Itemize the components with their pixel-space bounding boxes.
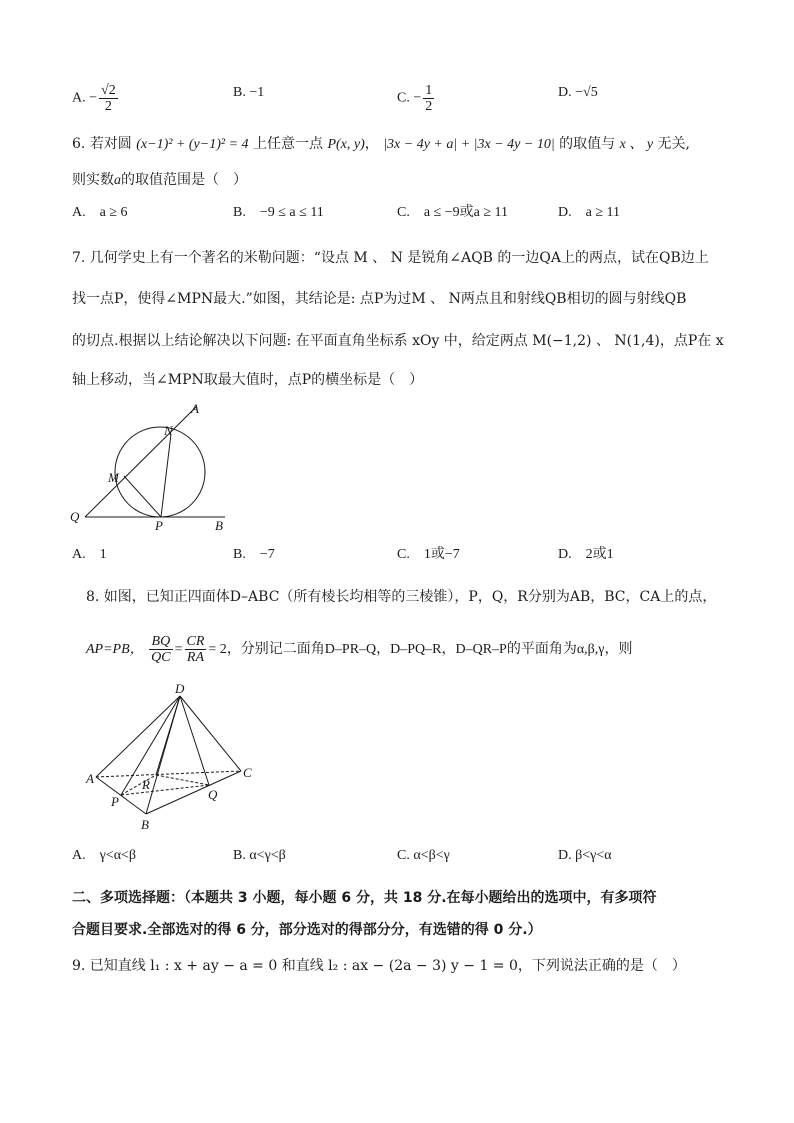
q5-option-a	[72, 83, 120, 114]
numerator: CR	[186, 634, 205, 650]
q8-option-b: B. α<γ<β	[233, 848, 286, 863]
point-expression: P(x, y)	[327, 137, 365, 152]
variable-a: a	[114, 173, 121, 188]
q8-option-d: D. β<γ<α	[558, 848, 612, 863]
label-a: A	[191, 401, 199, 416]
label-c: C	[243, 765, 252, 780]
label-p: P	[111, 794, 119, 809]
q6-option-c: C. a ≤ −9或a ≥ 11	[397, 205, 509, 220]
label-r: R	[142, 777, 150, 792]
equals-two: = 2	[208, 642, 227, 657]
q6-option-b: B. −9 ≤ a ≤ 11	[233, 205, 324, 220]
edge-bc	[146, 771, 241, 814]
q7-option-c: C. 1或−7	[397, 547, 460, 562]
denominator: 2	[104, 99, 112, 114]
denominator: QC	[151, 650, 171, 666]
option-letter: B.	[233, 85, 246, 100]
minus-sign: −	[413, 90, 422, 106]
q8-option-c: C. α<β<γ	[397, 848, 450, 863]
fraction	[423, 83, 434, 114]
fraction-cr-ra	[185, 634, 207, 665]
option-value: −1	[249, 85, 265, 100]
q8-line-1: 8. 如图，已知正四面体D–ABC（所有棱长均相等的三棱锥），P，Q，R分别为AB，BC，CA上的点，	[86, 589, 717, 605]
q7-option-d: D. 2或1	[558, 547, 614, 562]
equals-sign: =	[174, 642, 183, 657]
q6-option-d: D. a ≥ 11	[558, 205, 620, 220]
numerator: 1	[425, 83, 433, 98]
q6-text: 则实数	[72, 172, 114, 188]
segment-pq-hidden	[121, 785, 209, 795]
q6-line-1: 6. 若对圆 (x−1)² + (y−1)² = 4 上任意一点 P(x, y)， |3x − 4y + a| + |3x − 4y − 10| 的取值与 x 、 y 无关,	[72, 136, 690, 152]
numerator: √2	[101, 83, 116, 98]
q7-option-b: B. −7	[233, 547, 275, 562]
q6-text: 的取值与	[559, 136, 616, 152]
q6-option-a: A. a ≥ 6	[72, 205, 128, 220]
segment-rq-hidden	[156, 775, 209, 785]
segment-dp	[121, 696, 180, 795]
q6-line-2	[72, 170, 247, 191]
label-b: B	[141, 817, 149, 832]
q5-option-d	[558, 83, 598, 103]
q7-line-4: 轴上移动，当∠MPN取最大值时，点P的横坐标是（ ）	[72, 372, 424, 388]
minus-sign: −	[575, 85, 584, 100]
q8-figure	[80, 680, 270, 835]
ray-qa	[85, 406, 197, 517]
q8-option-a: A. γ<α<β	[72, 848, 137, 863]
q5-option-b	[233, 83, 264, 103]
q6-text: 若对圆	[89, 136, 132, 152]
q9-line-1: 9. 已知直线 l₁ : x + ay − a = 0 和直线 l₂ : ax − (2a − 3) y − 1 = 0，下列说法正确的是（ ）	[72, 958, 686, 974]
segment-np	[161, 434, 171, 517]
segment-pr-hidden	[121, 775, 156, 795]
q8-text: ，分别记二面角D–PR–Q，D–PQ–R，D–QR–P的平面角为α,β,γ，则	[226, 642, 633, 657]
label-d: D	[175, 681, 185, 696]
label-n: N	[164, 423, 173, 438]
q6-text: 的取值范围是（ ）	[121, 172, 247, 188]
section-heading-line-1: 二、多项选择题：（本题共 3 小题，每小题 6 分，共 18 分.在每小题给出的选项中，有多项符	[72, 890, 657, 906]
edge-ab	[96, 777, 146, 814]
option-letter: C.	[397, 90, 410, 106]
q7-figure	[60, 398, 240, 538]
q6-text: 上任意一点	[252, 136, 323, 152]
option-letter: D.	[558, 85, 572, 100]
edge-ac-hidden	[96, 771, 241, 777]
label-b: B	[215, 518, 223, 533]
q7-line-3: 的切点.根据以上结论解决以下问题: 在平面直角坐标系 xOy 中，给定两点 M(−1,2) 、 N(1,4)，点P在 x	[72, 333, 724, 349]
variables: x 、 y	[619, 137, 654, 152]
segment-mp	[124, 476, 161, 517]
condition-ap-pb: AP=PB，	[86, 642, 144, 657]
label-q: Q	[70, 509, 80, 524]
label-p: P	[155, 518, 163, 533]
fraction-bq-qc	[149, 634, 172, 665]
absolute-expression: |3x − 4y + a| + |3x − 4y − 10|	[383, 137, 555, 152]
q7-option-a: A. 1	[72, 547, 107, 562]
numerator: BQ	[149, 634, 172, 650]
q7-line-1: 7. 几何学史上有一个著名的米勒问题：“设点 M 、 N 是锐角∠AQB 的一边QA上的两点，试在QB边上	[72, 250, 709, 266]
circle-equation: (x−1)² + (y−1)² = 4	[136, 137, 249, 152]
label-q: Q	[208, 787, 218, 802]
tangent-circle	[115, 427, 205, 517]
denominator: 2	[425, 99, 433, 114]
label-m: M	[108, 470, 119, 485]
denominator: RA	[186, 650, 205, 666]
section-heading-line-2: 合题目要求.全部选对的得 6 分，部分选对的得部分分，有选错的得 0 分.）	[72, 922, 542, 938]
label-a: A	[86, 771, 94, 786]
segment-dq	[180, 696, 209, 785]
q6-text: 无关,	[657, 136, 690, 152]
q5-option-c	[397, 83, 436, 114]
question-number: 6.	[72, 136, 86, 152]
fraction	[99, 83, 118, 114]
edge-dc	[180, 696, 241, 771]
option-value: √5	[583, 85, 598, 100]
minus-sign: −	[89, 90, 98, 106]
q7-line-2: 找一点P，使得∠MPN最大.”如图，其结论是: 点P为过M 、 N两点且和射线QB相切的圆与射线QB	[72, 291, 687, 307]
q8-line-2	[86, 633, 633, 667]
option-letter: A.	[72, 90, 86, 106]
